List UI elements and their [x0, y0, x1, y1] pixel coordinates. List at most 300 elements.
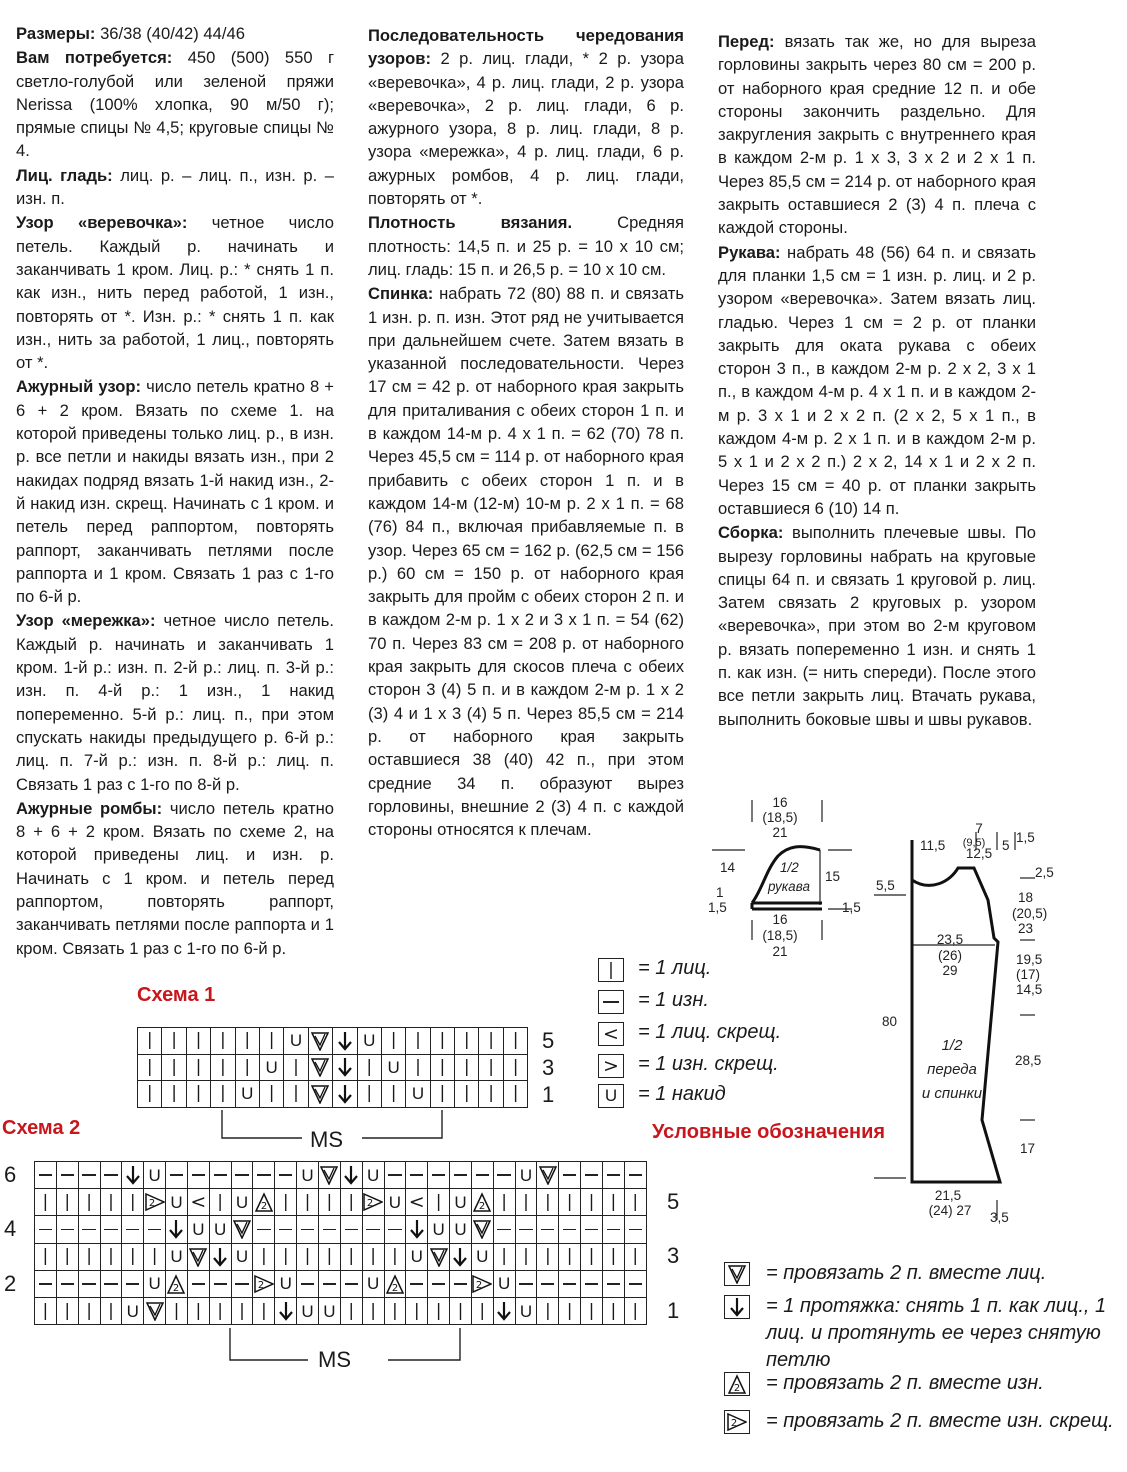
- knit-symbol: |: [211, 1055, 235, 1082]
- purl-symbol: [537, 1271, 559, 1298]
- svg-text:2: 2: [730, 1418, 738, 1429]
- p2tog-crossed-symbol: [363, 1189, 385, 1216]
- mesh-pattern-text: четное число петель. Каждый р. начинать и заканчивать 1 кром. 1-й р.: изн. п. 2-й р.: лиц. п. 3-й р.: изн. п. 4-й р.: 1 изн., 1 накид попеременно. 5-й р.: лиц. п., при этом спускать накиды предыдущего р. 6-й р.: лиц. п. 7-й р.: изн. п. 8-й р.: лиц. п. Связать 1 раз с 1-го по 8-й р.: [16, 611, 334, 794]
- knit-symbol: |: [101, 1189, 123, 1216]
- p2tog-crossed-symbol: [144, 1189, 166, 1216]
- stockinette-heading: Лиц. гладь:: [16, 165, 113, 185]
- knit-symbol: |: [211, 1028, 235, 1055]
- knit-symbol: |: [138, 1055, 162, 1082]
- gauge-text: Средняя плотность: 14,5 п. и 25 р. = 10 х 10 см; лиц. гладь: 15 п. и 26,5 р. = 10 х 10 см.: [368, 213, 684, 279]
- purl-symbol: [319, 1271, 341, 1298]
- sleeve-right-dim: 15: [825, 869, 841, 884]
- yarn-over-symbol: U: [472, 1244, 494, 1271]
- purl-symbol: [188, 1271, 210, 1298]
- sleeve-label-half: 1/2: [780, 860, 799, 875]
- knit-symbol: |: [504, 1081, 528, 1108]
- yarn-over-symbol: U: [232, 1189, 254, 1216]
- knit-symbol: |: [382, 1081, 406, 1108]
- yarn-over-symbol: U: [210, 1216, 232, 1243]
- purl-symbol: [297, 1271, 319, 1298]
- body-neck-dim-3: 12,5: [965, 846, 993, 861]
- knit-symbol: |: [494, 1244, 516, 1271]
- svg-text:2: 2: [479, 1201, 486, 1213]
- knit-symbol: |: [138, 1028, 162, 1055]
- p2tog-symbol: [166, 1271, 188, 1298]
- knit-symbol: |: [431, 1081, 455, 1108]
- purl-symbol: [35, 1216, 57, 1243]
- knit-symbol: |: [210, 1189, 232, 1216]
- knit-symbol: |: [559, 1244, 581, 1271]
- knit-symbol: |: [187, 1081, 211, 1108]
- schema-2-row-label: 1: [667, 1298, 680, 1323]
- knit-symbol: |: [603, 1244, 625, 1271]
- purl-symbol: [101, 1271, 123, 1298]
- purl-symbol: [581, 1216, 603, 1243]
- purl-symbol: [385, 1162, 407, 1189]
- purl-symbol: [35, 1162, 57, 1189]
- purl-symbol: [253, 1162, 275, 1189]
- yarn-over-symbol: U: [382, 1055, 406, 1082]
- knit-symbol: |: [455, 1081, 479, 1108]
- yarn-over-symbol: U: [275, 1271, 297, 1298]
- p2tog-crossed-symbol: [253, 1271, 275, 1298]
- schema-1-row-label: 3: [542, 1055, 555, 1080]
- body-top-far-dim: 1,5: [1016, 830, 1035, 845]
- knit-crossed-symbol: <: [406, 1189, 428, 1216]
- legend-item-text: = провязать 2 п. вместе изн. скрещ.: [766, 1410, 1114, 1432]
- legend-item-text: = провязать 2 п. вместе лиц.: [766, 1262, 1047, 1284]
- knit-symbol: |: [122, 1189, 144, 1216]
- schema-2-row-label: 3: [667, 1243, 680, 1268]
- knit-symbol: |: [232, 1298, 254, 1325]
- front-heading: Перед:: [718, 32, 775, 51]
- knit-symbol: |: [79, 1298, 101, 1325]
- k2tog-symbol: [309, 1081, 333, 1108]
- knit-symbol: |: [35, 1244, 57, 1271]
- knit-symbol: |: [236, 1055, 260, 1082]
- yarn-over-symbol: U: [319, 1298, 341, 1325]
- knit-symbol: |: [455, 1055, 479, 1082]
- k2tog-symbol: [428, 1244, 450, 1271]
- purl-symbol: [79, 1271, 101, 1298]
- knit-symbol: |: [297, 1189, 319, 1216]
- body-shoulder-dim: 2,5: [1035, 865, 1054, 880]
- knit-symbol: |: [428, 1189, 450, 1216]
- knit-symbol: |: [363, 1298, 385, 1325]
- knit-symbol: |: [358, 1081, 382, 1108]
- k2tog-symbol: [309, 1055, 333, 1082]
- p2tog-symbol: [385, 1271, 407, 1298]
- body-top-right-dim: 5: [1002, 838, 1010, 853]
- body-armhole-dim-3: 23: [1018, 921, 1034, 936]
- front-text: вязать так же, но для выреза горловины закрыть через 80 см = 200 р. от наборного края средние 12 п. и обе стороны закончить раздельно. Для закругления закрыть с внутреннего края в каждом 2-м р. 1 х 3, 3 х 2 и 2 х 1 п. Через 85,5 см = 214 р. от наборного края закрыть оставшиеся 2 (3) 4 п. плеча с каждой стороны.: [718, 32, 1036, 238]
- purl-symbol: [101, 1216, 123, 1243]
- body-waist-dim-3: 14,5: [1016, 982, 1043, 997]
- knit-crossed-symbol: <: [188, 1189, 210, 1216]
- purl-symbol: [428, 1162, 450, 1189]
- purl-symbol: [210, 1271, 232, 1298]
- purl-symbol: [516, 1271, 538, 1298]
- knit-symbol: |: [260, 1081, 284, 1108]
- sleeve-left-small-2: 1,5: [708, 900, 727, 915]
- k2tog-symbol: [232, 1216, 254, 1243]
- knit-symbol: |: [385, 1244, 407, 1271]
- diamonds-text: число петель кратно 8 + 6 + 2 кром. Вязать по схеме 2, на которой приведены лиц. и изн. р. Начинать с 1 кром. и петель перед раппортом, повторять раппорт, заканчивать петлями после раппорта и 1 кром. Связать 1 раз с 1-го по 6-й р.: [16, 798, 334, 958]
- svg-text:2: 2: [733, 1383, 741, 1394]
- knit-symbol: |: [284, 1081, 308, 1108]
- svg-text:2: 2: [391, 1282, 399, 1294]
- knit-symbol: |: [479, 1081, 503, 1108]
- body-waist-dim-1: 19,5: [1016, 952, 1043, 967]
- svg-text:2: 2: [476, 1279, 483, 1291]
- sleeve-left-dim: 14: [720, 860, 736, 875]
- k2tog-symbol: [724, 1262, 750, 1286]
- sequence-text: 2 р. лиц. глади, * 2 р. узора «веревочка», 4 р. лиц. глади, 2 р. узора «веревочка», 2 р. лиц. глади, 6 р. ажурного узора, 8 р. лиц. глади, 8 р. узора «мережка», 4 р. лиц. глади, 6 р. ажурных ромбов, 4 р. лиц. глади, повторять от *.: [368, 49, 684, 209]
- yarn-over-symbol: U: [144, 1271, 166, 1298]
- purl-symbol: [297, 1216, 319, 1243]
- knit-symbol: |: [57, 1244, 79, 1271]
- assembly-heading: Сборка:: [718, 523, 784, 543]
- knit-symbol: |: [138, 1081, 162, 1108]
- body-hem-side-dim: 3,5: [990, 1210, 1009, 1225]
- yarn-over-symbol: U: [260, 1055, 284, 1082]
- purl-symbol: [144, 1216, 166, 1243]
- yarn-over-symbol: U: [450, 1189, 472, 1216]
- knit-symbol: |: [625, 1244, 647, 1271]
- yarn-over-symbol: U: [297, 1298, 319, 1325]
- purl-symbol: [406, 1162, 428, 1189]
- slip-pass-symbol: [450, 1244, 472, 1271]
- yarn-over-symbol: U: [516, 1298, 538, 1325]
- knit-symbol: |: [406, 1298, 428, 1325]
- purl-symbol: [625, 1216, 647, 1243]
- purl-symbol: [35, 1271, 57, 1298]
- knit-symbol: |: [79, 1244, 101, 1271]
- rope-pattern-text: четное число петель. Каждый р. начинать и заканчивать 1 кром. Лиц. р.: * снять 1 п. как изн., нить перед работой, 1 изн., повторять от *. Изн. р.: * снять 1 п. как изн., нить за работой, 1 лиц., повторять от *.: [16, 213, 334, 373]
- purl-symbol: [450, 1271, 472, 1298]
- yarn-over-symbol: U: [358, 1028, 382, 1055]
- legend-item-text: = 1 изн. скрещ.: [638, 1053, 779, 1075]
- yarn-over-symbol: U: [122, 1298, 144, 1325]
- purl-symbol: [188, 1162, 210, 1189]
- p2tog-symbol: [253, 1189, 275, 1216]
- knit-symbol: |: [516, 1244, 538, 1271]
- legend-item-text: = 1 лиц.: [638, 957, 712, 979]
- stockinette-text: лиц. р. – лиц. п., изн. р. – изн. п.: [16, 165, 334, 209]
- schema-1-ms-label: MS: [310, 1127, 343, 1152]
- knit-symbol: |: [598, 958, 624, 982]
- knit-symbol: |: [559, 1298, 581, 1325]
- sizes-heading: Размеры:: [16, 24, 96, 43]
- knit-symbol: |: [187, 1055, 211, 1082]
- knit-symbol: |: [450, 1298, 472, 1325]
- yarn-over-symbol: U: [297, 1162, 319, 1189]
- legend-item-text: = 1 протяжка: снять 1 п. как лиц., 1 лиц. и протянуть ее через снятую петлю: [766, 1295, 1107, 1371]
- knit-symbol: |: [504, 1028, 528, 1055]
- knit-symbol: |: [319, 1189, 341, 1216]
- purl-symbol: [57, 1162, 79, 1189]
- knit-symbol: |: [79, 1189, 101, 1216]
- slip-pass-symbol: [210, 1244, 232, 1271]
- knit-symbol: |: [385, 1298, 407, 1325]
- k2tog-symbol: [188, 1244, 210, 1271]
- knit-symbol: |: [162, 1081, 186, 1108]
- schema-2-row-label: 5: [667, 1189, 680, 1214]
- knit-crossed-symbol: <: [598, 1022, 624, 1046]
- purl-symbol: [406, 1271, 428, 1298]
- purl-symbol: [57, 1271, 79, 1298]
- knit-symbol: |: [101, 1244, 123, 1271]
- sleeve-label-name: рукава: [768, 879, 810, 894]
- purl-symbol: [603, 1162, 625, 1189]
- knit-symbol: |: [603, 1298, 625, 1325]
- legend-item-text: = провязать 2 п. вместе изн.: [766, 1372, 1044, 1394]
- assembly-text: выполнить плечевые швы. По вырезу горловины набрать на круговые спицы 64 п. и связать 1 круговой р. лиц. Затем связать 2 круговых р. узором «веревочка», при этом во 2-м круговом р. вязать попеременно 1 изн. и снять 1 п. как изн. (= нить спереди). После этого все петли закрыть лиц. Втачать рукава, выполнить боковые швы и швы рукавов.: [718, 523, 1036, 729]
- purl-symbol: [537, 1216, 559, 1243]
- schema-1-row-label: 1: [542, 1082, 555, 1107]
- knit-symbol: |: [236, 1028, 260, 1055]
- knit-symbol: |: [35, 1298, 57, 1325]
- knit-symbol: |: [57, 1189, 79, 1216]
- k2tog-symbol: [144, 1298, 166, 1325]
- svg-text:2: 2: [257, 1279, 265, 1291]
- sleeves-text: набрать 48 (56) 64 п. и связать для планки 1,5 см = 1 изн. р. лиц. и 2 р. узором «веревочка». Затем вязать лиц. гладью. Через 1 см = 2 р. от планки закрыть для оката рукава с обеих сторон 3 п., в каждом 2-м р. 2 х 2, 3 х 1 п., в каждом 4-м р. 4 х 1 п. и в каждом 2-м р. 3 х 1 и 2 х 2 п. (2 х 2, 5 х 1 п., в каждом 4-м р. 2 х 1 п. и в каждом 2-м р. 5 х 1 и 2 х 2 п.) 2 х 2, 14 х 1 и 2 х 2 п. Через 15 см = 40 р. от планки закрыть оставшиеся 6 (10) 14 п.: [718, 242, 1036, 518]
- p2tog-crossed-symbol: [472, 1271, 494, 1298]
- text-column-1: [16, 22, 334, 961]
- p2tog-symbol: [724, 1372, 750, 1396]
- k2tog-symbol: [472, 1216, 494, 1243]
- schema-1-grid: [137, 1027, 528, 1108]
- purl-symbol: [275, 1162, 297, 1189]
- body-diagram: [870, 820, 1070, 1230]
- purl-symbol: [79, 1162, 101, 1189]
- k2tog-symbol: [319, 1162, 341, 1189]
- knit-symbol: |: [479, 1028, 503, 1055]
- body-hem-dim-1: 21,5: [934, 1188, 962, 1203]
- knit-symbol: |: [341, 1244, 363, 1271]
- yarn-over-symbol: U: [236, 1081, 260, 1108]
- purl-symbol: [166, 1162, 188, 1189]
- purl-symbol: [450, 1162, 472, 1189]
- svg-text:2: 2: [148, 1198, 155, 1210]
- body-bottom-seg-dim: 17: [1020, 1141, 1036, 1156]
- yarn-over-symbol: U: [363, 1162, 385, 1189]
- purl-symbol: [341, 1216, 363, 1243]
- slip-pass-symbol: [333, 1028, 357, 1055]
- sleeve-top-dim-3: 21: [772, 825, 788, 840]
- knit-symbol: |: [253, 1244, 275, 1271]
- body-neck-drop-dim: 5,5: [876, 878, 895, 893]
- purl-symbol: [559, 1271, 581, 1298]
- purl-symbol: [341, 1271, 363, 1298]
- legend-item-text: = 1 изн.: [638, 989, 709, 1011]
- schema-1-row-label: 5: [542, 1028, 555, 1053]
- purl-symbol: [253, 1216, 275, 1243]
- knit-symbol: |: [431, 1028, 455, 1055]
- purl-symbol: [581, 1271, 603, 1298]
- schema-2-row-label: 2: [4, 1271, 17, 1296]
- body-label-front: переда: [927, 1061, 977, 1078]
- purl-symbol: [210, 1162, 232, 1189]
- rope-pattern-heading: Узор «веревочка»:: [16, 213, 188, 233]
- knit-symbol: |: [144, 1244, 166, 1271]
- sleeve-diagram: [700, 790, 870, 960]
- purl-symbol: [57, 1216, 79, 1243]
- yarn-over-symbol: U: [188, 1216, 210, 1243]
- knit-symbol: |: [537, 1298, 559, 1325]
- yarn-over-symbol: U: [284, 1028, 308, 1055]
- knit-symbol: |: [625, 1298, 647, 1325]
- knit-symbol: |: [479, 1055, 503, 1082]
- schema-2-grid: [34, 1161, 647, 1325]
- purl-symbol: [559, 1162, 581, 1189]
- k2tog-symbol: [309, 1028, 333, 1055]
- sleeve-bottom-dim-3: 21: [772, 944, 788, 959]
- knit-symbol: |: [162, 1028, 186, 1055]
- knit-symbol: |: [537, 1244, 559, 1271]
- slip-pass-symbol: [724, 1295, 750, 1319]
- legend-title: Условные обозначения: [652, 1121, 886, 1143]
- knit-symbol: |: [187, 1028, 211, 1055]
- knit-symbol: |: [210, 1298, 232, 1325]
- purl-symbol: [275, 1216, 297, 1243]
- knit-symbol: |: [122, 1244, 144, 1271]
- knit-symbol: |: [625, 1189, 647, 1216]
- slip-pass-symbol: [122, 1162, 144, 1189]
- purl-symbol: [472, 1162, 494, 1189]
- knit-symbol: |: [494, 1189, 516, 1216]
- materials-heading: Вам потребуется:: [16, 48, 173, 68]
- schema-2-row-label: 4: [4, 1216, 17, 1241]
- body-armhole-dim-1: 18: [1018, 890, 1034, 905]
- purl-symbol: [428, 1271, 450, 1298]
- purl-symbol: [79, 1216, 101, 1243]
- yarn-over-symbol: U: [450, 1216, 472, 1243]
- purl-symbol: [625, 1271, 647, 1298]
- knit-symbol: |: [341, 1189, 363, 1216]
- body-chest-dim-3: 29: [942, 963, 958, 978]
- slip-pass-symbol: [333, 1055, 357, 1082]
- body-chest-dim-2: (26): [937, 948, 963, 963]
- text-column-2: [368, 24, 684, 842]
- knit-symbol: |: [284, 1055, 308, 1082]
- knit-symbol: |: [35, 1189, 57, 1216]
- yarn-over-symbol: U: [144, 1162, 166, 1189]
- knit-symbol: |: [581, 1189, 603, 1216]
- slip-pass-symbol: [166, 1216, 188, 1243]
- yarn-over-symbol: U: [406, 1244, 428, 1271]
- sleeves-heading: Рукава:: [718, 242, 781, 262]
- purl-symbol: [598, 990, 624, 1014]
- yarn-over-symbol: U: [598, 1084, 624, 1108]
- slip-pass-symbol: [341, 1162, 363, 1189]
- knit-symbol: |: [341, 1298, 363, 1325]
- svg-text:2: 2: [366, 1198, 374, 1210]
- legend-item-text: = 1 лиц. скрещ.: [638, 1021, 782, 1043]
- purl-symbol: [319, 1216, 341, 1243]
- knit-symbol: |: [516, 1189, 538, 1216]
- knit-symbol: |: [455, 1028, 479, 1055]
- schema-2-row-label: 6: [4, 1162, 17, 1187]
- diamonds-heading: Ажурные ромбы:: [16, 798, 163, 818]
- knit-symbol: |: [431, 1055, 455, 1082]
- sleeve-top-dim-2: (18,5): [762, 810, 798, 825]
- knit-symbol: |: [363, 1244, 385, 1271]
- purl-symbol: [101, 1162, 123, 1189]
- knit-symbol: |: [275, 1244, 297, 1271]
- schema-1-title: Схема 1: [137, 984, 216, 1006]
- sleeve-bottom-dim-1: 16: [772, 912, 788, 927]
- yarn-over-symbol: U: [428, 1216, 450, 1243]
- purl-symbol: [516, 1216, 538, 1243]
- slip-pass-symbol: [275, 1298, 297, 1325]
- knit-symbol: |: [211, 1081, 235, 1108]
- yarn-over-symbol: U: [363, 1271, 385, 1298]
- body-total-dim: 80: [882, 1014, 898, 1029]
- slip-pass-symbol: [333, 1081, 357, 1108]
- knit-symbol: |: [537, 1189, 559, 1216]
- knit-symbol: |: [581, 1298, 603, 1325]
- body-neck-dim-1: 7: [975, 821, 983, 836]
- knit-symbol: |: [162, 1055, 186, 1082]
- purl-symbol: [603, 1271, 625, 1298]
- gauge-heading: Плотность вязания.: [368, 213, 573, 233]
- knit-symbol: |: [358, 1055, 382, 1082]
- purl-symbol: [559, 1216, 581, 1243]
- text-column-3: [718, 30, 1036, 732]
- yarn-over-symbol: U: [166, 1189, 188, 1216]
- body-label-back: и спинки: [921, 1085, 983, 1102]
- svg-text:2: 2: [173, 1282, 180, 1294]
- body-neck-dim-2: (9,5): [962, 837, 986, 849]
- back-heading: Спинка:: [368, 284, 434, 304]
- yarn-over-symbol: U: [516, 1162, 538, 1189]
- mesh-pattern-heading: Узор «мережка»:: [16, 611, 156, 631]
- p2tog-crossed-symbol: [724, 1410, 750, 1434]
- purl-crossed-symbol: >: [598, 1054, 624, 1078]
- knit-symbol: |: [260, 1028, 284, 1055]
- schema-2-ms-label: MS: [318, 1347, 351, 1372]
- lace-pattern-text: число петель кратно 8 + 6 + 2 кром. Вязать по схеме 1. на которой приведены только лиц. р., в изн. р. все петли и накиды вязать изн., при 2 накидах подряд вязать 1-й накид изн., 2-й накид изн. скрещ. Начинать с 1 кром. и петель перед раппортом, повторять раппорт, заканчивать петлями после раппорта и 1 кром. Связать 1 раз с 1-го по 6-й р.: [16, 377, 334, 607]
- yarn-over-symbol: U: [166, 1244, 188, 1271]
- knit-symbol: |: [166, 1298, 188, 1325]
- knit-symbol: |: [275, 1189, 297, 1216]
- knit-symbol: |: [406, 1028, 430, 1055]
- purl-symbol: [494, 1216, 516, 1243]
- knit-symbol: |: [57, 1298, 79, 1325]
- legend-item-text: = 1 накид: [638, 1083, 726, 1105]
- purl-symbol: [232, 1271, 254, 1298]
- svg-text:2: 2: [260, 1201, 268, 1213]
- slip-pass-symbol: [494, 1298, 516, 1325]
- yarn-over-symbol: U: [406, 1081, 430, 1108]
- knit-symbol: |: [406, 1055, 430, 1082]
- schema-2-title: Схема 2: [2, 1117, 81, 1139]
- knit-symbol: |: [101, 1298, 123, 1325]
- body-chest-dim-1: 23,5: [936, 932, 964, 947]
- body-waist-dim-2: (17): [1016, 967, 1041, 982]
- sequence-heading: Последовательность чередования узоров:: [368, 26, 684, 69]
- knit-symbol: |: [428, 1298, 450, 1325]
- yarn-over-symbol: U: [385, 1189, 407, 1216]
- knit-symbol: |: [472, 1298, 494, 1325]
- knit-symbol: |: [319, 1244, 341, 1271]
- sleeve-right-small: 1,5: [842, 900, 861, 915]
- purl-symbol: [625, 1162, 647, 1189]
- knit-symbol: |: [297, 1244, 319, 1271]
- p2tog-symbol: [472, 1189, 494, 1216]
- lace-pattern-heading: Ажурный узор:: [16, 377, 141, 397]
